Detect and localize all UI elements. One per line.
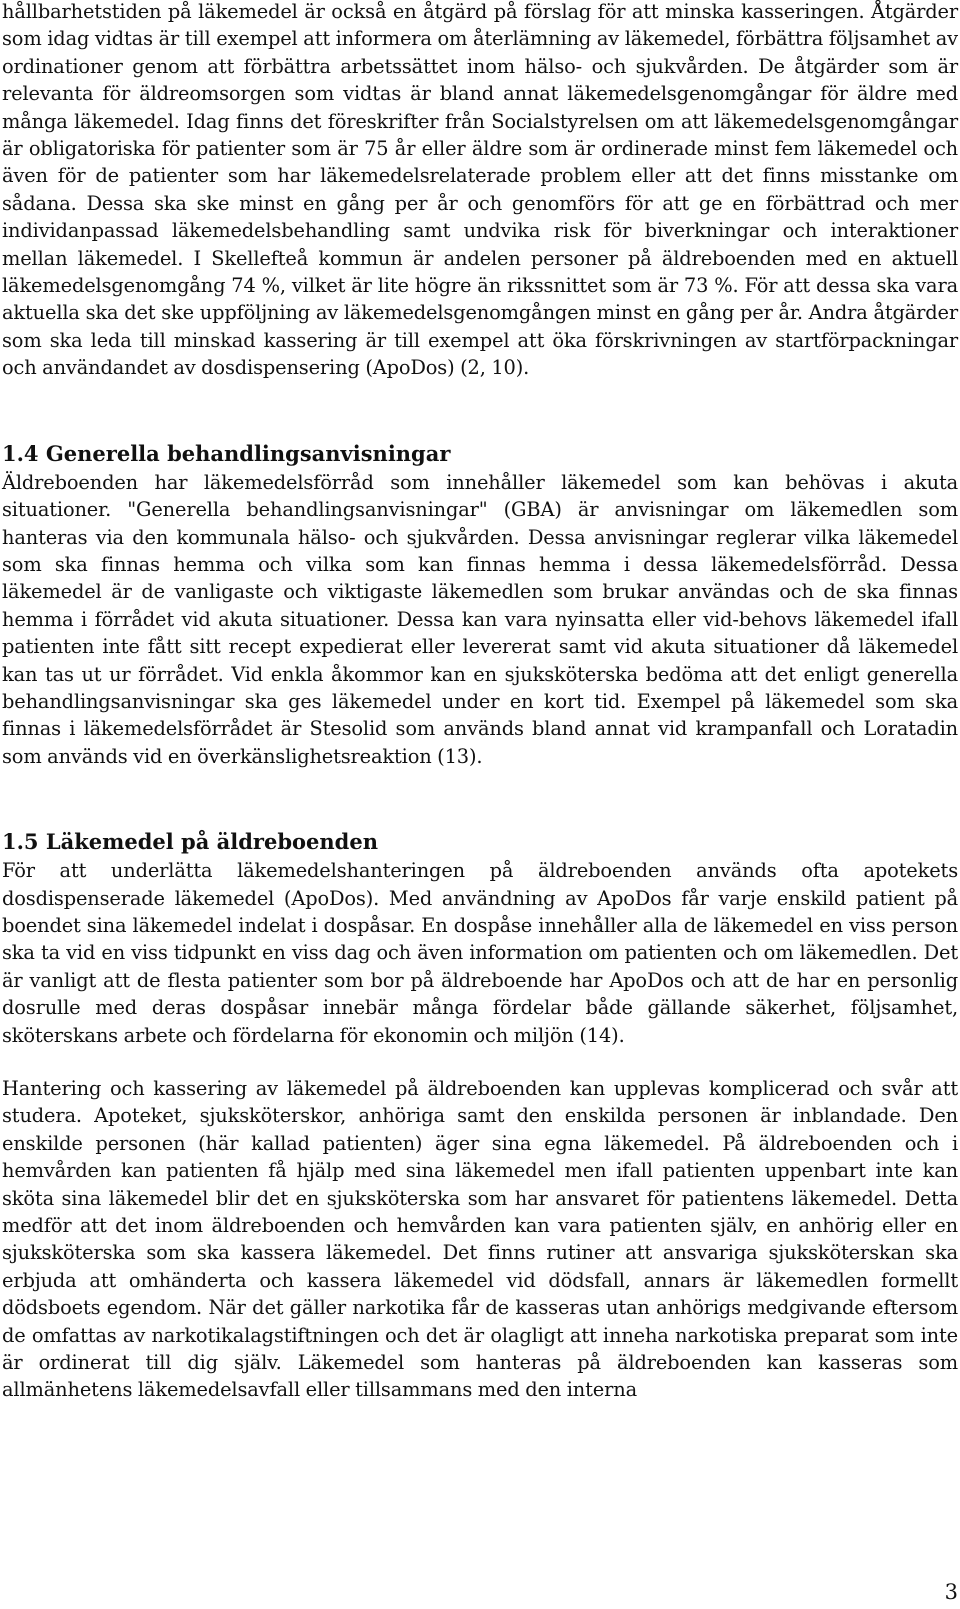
section-1-5-paragraph-2: Hantering och kassering av läkemedel på äldreboenden kan upplevas komplicerad och svår att studera. Apoteket, sjuksköterskor, anhöriga samt den enskilda personen är inblandade. Den enskilde personen (här kallad patienten) äger sina egna läkemedel. På äldreboenden och i hemvården kan patienten få hjälp med sina läkemedel men ifall patienten uppenbart inte kan sköta sina läkemedel blir det en sjuksköterska som har ansvaret för patientens läkemedel. Detta medför att det inom äldreboenden och hemvården kan vara patienten själv, en anhörig eller en sjuksköterska som ska kassera läkemedel. Det finns rutiner att ansvariga sjuksköterskan ska erbjuda att omhänderta och kassera läkemedel vid dödsfall, annars är läkemedlen formellt dödsboets egendom. När det gäller narkotika får de kasseras utan anhörigs medgivande eftersom de omfattas av narkotikalagstiftningen och det är olagligt att inneha narkotiska preparat som inte är ordinerat till dig själv. Läkemedel som hanteras på äldreboenden kan kasseras som allmänhetens läkemedelsavfall eller tillsammans med den interna	[2, 1077, 958, 1402]
page-number: 3	[944, 1580, 958, 1604]
section-1-5-paragraph-1: För att underlätta läkemedelshanteringen på äldreboenden används ofta apotekets dosdispenserade läkemedel (ApoDos). Med användning av ApoDos får varje enskild patient på boendet sina läkemedel indelat i dospåsar. En dospåse innehåller alla de läkemedel en viss person ska ta vid en viss tidpunkt en viss dag och även information om patienten och om läkemedlen. Det är vanligt att de flesta patienter som bor på äldreboende har ApoDos och att de har en personlig dosrulle med deras dospåsar innebär många fördelar både gällande säkerhet, följsamhet, sköterskans arbete och fördelarna för ekonomin och miljön (14).	[2, 859, 958, 1047]
document-page	[2, 0, 958, 1404]
section-1-4-paragraph: Äldreboenden har läkemedelsförråd som innehåller läkemedel som kan behövas i akuta situationer. "Generella behandlingsanvisningar" (GBA) är anvisningar om läkemedlen som hanteras via den kommunala hälso- och sjukvården. Dessa anvisningar reglerar vilka läkemedel som ska finnas hemma och vilka som kan finnas hemma i dessa läkemedelsförråd. Dessa läkemedel är de vanligaste och viktigaste läkemedlen som brukar användas och de ska finnas hemma i förrådet vid akuta situationer. Dessa kan vara nyinsatta eller vid-behovs läkemedel ifall patienten inte fått sitt recept expedierat eller levererat samt vid akuta situationer då läkemedel kan tas ut ur förrådet. Vid enkla åkommor kan en sjuksköterska bedöma att det enligt generella behandlingsanvisningar ska ges läkemedel under en kort tid. Exempel på läkemedel som ska finnas i läkemedelsförrådet är Stesolid som används bland annat vid krampanfall och Loratadin som används vid en överkänslighetsreaktion (13).	[2, 470, 958, 768]
intro-paragraph: hållbarhetstiden på läkemedel är också en åtgärd på förslag för att minska kasseringen. Åtgärder som idag vidtas är till exempel att informera om återlämning av läkemedel, förbättra följsamhet av ordinationer genom att förbättra arbetssättet inom hälso- och sjukvården. De åtgärder som är relevanta för äldreomsorgen som vidtas är bland annat läkemedelsgenomgångar för äldre med många läkemedel. Idag finns det föreskrifter från Socialstyrelsen om att läkemedelsgenomgångar är obligatoriska för patienter som är 75 år eller äldre som är ordinerade minst fem läkemedel och även för de patienter som har läkemedelsrelaterade problem eller att det finns misstanke om sådana. Dessa ska ske minst en gång per år och genomförs för att ge en förbättrad och mer individanpassad läkemedelsbehandling samt undvika risk för biverkningar och interaktioner mellan läkemedel. I Skellefteå kommun är andelen personer på äldreboenden med en aktuell läkemedelsgenomgång 74 %, vilket är lite högre än rikssnittet som är 73 %. För att dessa ska vara aktuella ska det ske uppföljning av läkemedelsgenomgången minst en gång per år. Andra åtgärder som ska leda till minskad kassering är till exempel att öka förskrivningen av startförpackningar och användandet av dosdispensering (ApoDos) (2, 10).	[2, 0, 958, 380]
section-heading-1-4: 1.4 Generella behandlingsanvisningar	[2, 440, 451, 466]
section-heading-1-5: 1.5 Läkemedel på äldreboenden	[2, 829, 378, 855]
